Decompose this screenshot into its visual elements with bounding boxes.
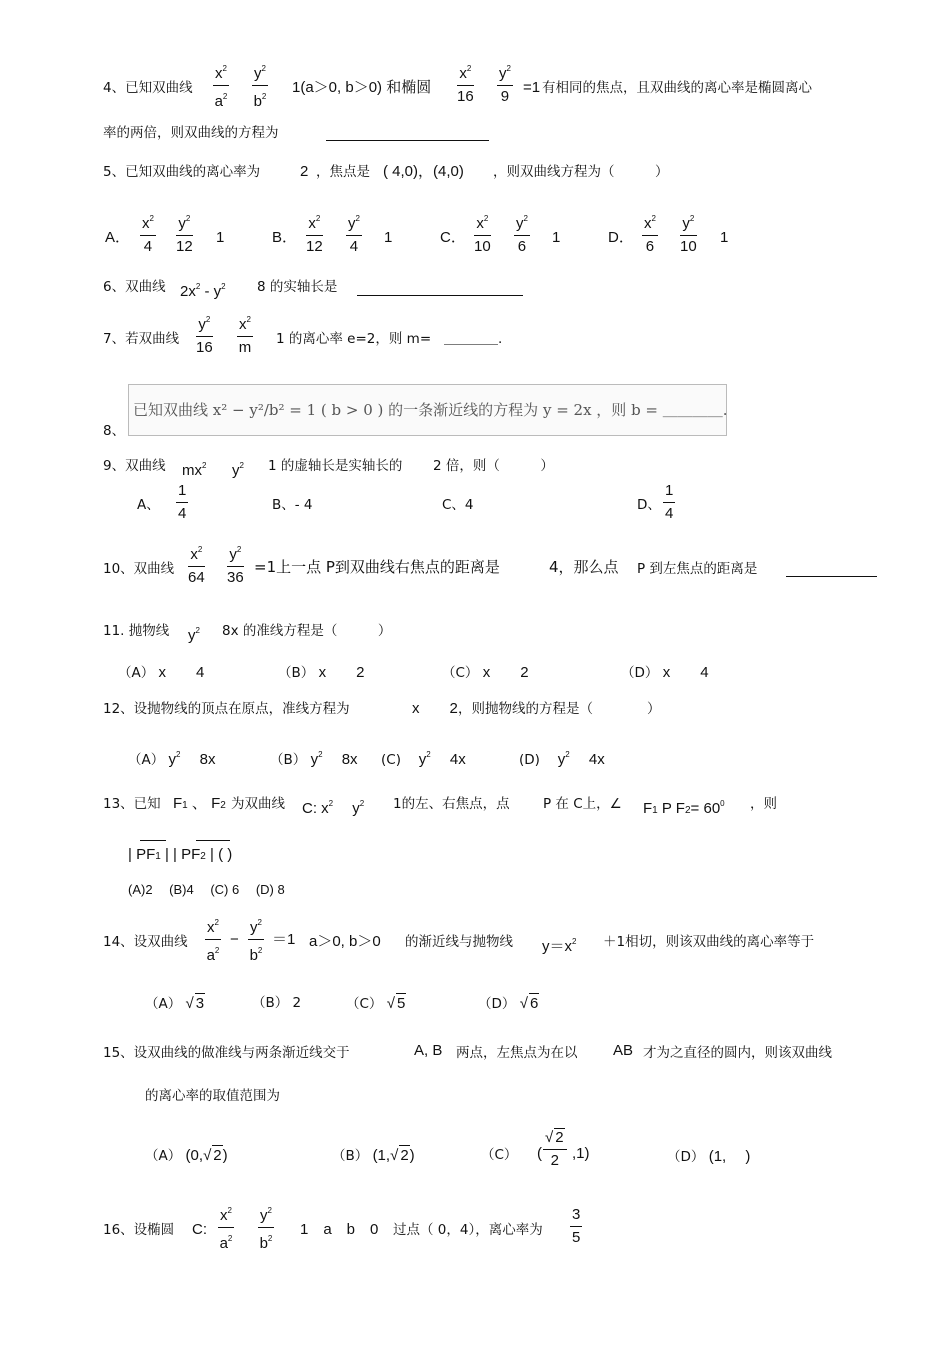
- q16-frac1: $\frac{x^2}{a^2}$: [218, 1202, 234, 1253]
- q4-frac-x2a2: $\frac{x^2}{a^2}$: [213, 60, 229, 111]
- q9-option-a-label[interactable]: A、: [137, 497, 160, 513]
- q5-foci: ( 4,0)，(4,0): [383, 163, 464, 180]
- q5-b-frac2: $\frac{y^2}{4}$: [346, 210, 362, 256]
- q9-option-b[interactable]: B、- 4: [272, 497, 313, 513]
- q15-option-c-label[interactable]: （C）: [481, 1147, 518, 1163]
- q9-times: 2 倍，则（ ）: [433, 458, 554, 474]
- q7-text: 7、若双曲线: [103, 331, 180, 347]
- q6-text: 6、双曲线: [103, 279, 166, 295]
- q11-option-a[interactable]: （A） x 4: [118, 664, 205, 681]
- q16-mid: 过点（ 0，4），离心率为: [393, 1222, 543, 1238]
- q5-option-d-label[interactable]: D．: [608, 229, 634, 246]
- q8-embedded-image: [128, 384, 727, 436]
- q5-a-frac1: $\frac{x^2}{4}$: [140, 210, 156, 256]
- q11-option-d[interactable]: （D） x 4: [621, 664, 709, 681]
- q7-blank[interactable]: ＿＿＿＿.: [444, 331, 503, 347]
- q4-number: 4、已知双曲线: [103, 80, 193, 96]
- q11-text: 11. 抛物线: [103, 623, 170, 639]
- q13-curve: C: $x^2$ $y^2$: [302, 799, 365, 817]
- q5-a-one: 1: [216, 229, 225, 246]
- q10-frac2: $\frac{y^2}{36}$: [227, 541, 244, 587]
- q15-line2: 的离心率的取值范围为: [145, 1088, 280, 1104]
- q12-option-b[interactable]: （B） $y^2$ 8x: [270, 750, 358, 768]
- q6-answer-blank[interactable]: [357, 295, 523, 296]
- q5-end: ，则双曲线方程为（ ）: [493, 164, 669, 180]
- q9-option-d-label[interactable]: D、: [637, 497, 661, 513]
- q13-vector-arrow1: [140, 840, 166, 841]
- q16-text: 16、设椭圆: [103, 1222, 175, 1238]
- q6-eq: 8 的实轴长是: [257, 279, 338, 295]
- q10-answer-blank[interactable]: [786, 576, 877, 577]
- q14-minus: −: [230, 931, 239, 948]
- q14-option-a[interactable]: （A） √ 3: [145, 995, 205, 1012]
- q10-frac1: $\frac{x^2}{64}$: [188, 541, 205, 587]
- q12-end: ，则抛物线的方程是（ ）: [458, 701, 661, 717]
- q8-image-text: 已知双曲线 x² − y²/b² = 1 ( b > 0 ) 的一条渐近线的方程为 y = 2x ，则 b = ＿＿＿＿.: [133, 401, 728, 419]
- q11-option-c[interactable]: （C） x 2: [442, 664, 529, 681]
- q5-option-a-label[interactable]: A．: [105, 229, 131, 246]
- q15-ab2: AB: [613, 1042, 634, 1059]
- q12-option-a[interactable]: （A） $y^2$ 8x: [128, 750, 216, 768]
- q11-expr: 8x 的准线方程是（ ）: [222, 623, 392, 639]
- q7-frac1: $\frac{y^2}{16}$: [196, 311, 213, 357]
- q13-end: ，则: [750, 796, 777, 812]
- q13-text: 13、已知: [103, 796, 161, 812]
- q13-mid: 为双曲线: [231, 796, 285, 812]
- q13-vector-arrow2: [196, 840, 230, 841]
- q13-after: 1的左、右焦点，点: [393, 796, 510, 812]
- q12-text: 12、设抛物线的顶点在原点，准线方程为: [103, 701, 350, 717]
- q5-d-one: 1: [720, 229, 729, 246]
- q4-frac-y2-9: $\frac{y^2}{9}$: [497, 60, 513, 106]
- q13-angle: F1 P $F2= 60^0$: [643, 799, 725, 817]
- q5-c-one: 1: [552, 229, 561, 246]
- q14-mid: 的渐近线与抛物线: [405, 934, 513, 950]
- q15-ab: A, B: [414, 1042, 443, 1059]
- q14-option-c[interactable]: （C） √ 5: [346, 995, 406, 1012]
- q15-c-close: ,1): [572, 1145, 590, 1162]
- q16-c: C:: [192, 1221, 207, 1238]
- q12-option-d[interactable]: (D) $y^2$ 4x: [519, 750, 605, 768]
- q9-d-frac: $\frac{1}{4}$: [665, 482, 674, 522]
- q7-frac2: $\frac{x^2}{m}$: [237, 311, 253, 357]
- q4-condition: 1(a＞0, b＞0) 和椭圆: [292, 79, 432, 96]
- q11-y: $y^2$: [188, 626, 200, 644]
- q5-option-c-label[interactable]: C．: [440, 229, 466, 246]
- q9-option-c[interactable]: C、4: [442, 497, 474, 513]
- q16-frac-ecc: $\frac{3}{5}$: [572, 1206, 581, 1246]
- q5-c-frac2: $\frac{y^2}{6}$: [514, 210, 530, 256]
- q10-text: 10、双曲线: [103, 561, 175, 577]
- q4-frac-x2-16: $\frac{x^2}{16}$: [457, 60, 474, 106]
- q13-foci: F1 、 F2: [173, 795, 226, 812]
- q4-frac-y2b2: $\frac{y^2}{b^2}$: [252, 60, 268, 111]
- q9-expr: $mx^2$: [182, 461, 207, 479]
- q9-a-frac: $\frac{1}{4}$: [178, 482, 187, 522]
- q15-mid: 两点，左焦点为在以: [456, 1045, 578, 1061]
- q4-line2: 率的两倍，则双曲线的方程为: [103, 125, 279, 141]
- q4-eq1: =1: [523, 79, 541, 96]
- q14-eq: ＝1: [272, 931, 296, 948]
- q5-e: 2: [300, 163, 309, 180]
- q5-d-frac1: $\frac{x^2}{6}$: [642, 210, 658, 256]
- q10-eq: =1上一点 P到双曲线右焦点的距离是: [254, 558, 500, 576]
- q14-frac1: $\frac{x^2}{a^2}$: [205, 914, 221, 965]
- q14-option-b[interactable]: （B） 2: [252, 995, 302, 1011]
- q14-option-d[interactable]: （D） √ 6: [478, 995, 539, 1012]
- q14-curve: $y=x^2$: [542, 937, 577, 955]
- q5-d-frac2: $\frac{y^2}{10}$: [680, 210, 697, 256]
- q16-cond: 1 a b 0: [300, 1221, 379, 1238]
- q15-option-a[interactable]: （A） (0,√ 2): [145, 1147, 228, 1164]
- q15-c-open: (: [537, 1145, 542, 1162]
- q15-option-d[interactable]: （D） (1, ): [667, 1148, 751, 1165]
- q14-cond: a＞0, b＞0: [309, 933, 381, 950]
- q5-mid: ，焦点是: [316, 164, 370, 180]
- q15-end: 才为之直径的圆内，则该双曲线: [643, 1045, 832, 1061]
- q14-frac2: $\frac{y^2}{b^2}$: [248, 914, 264, 965]
- q10-four: 4，那么点: [549, 558, 619, 576]
- q9-y: $y^2$: [232, 461, 244, 479]
- q6-expr: $2x^2 - y^2$: [180, 282, 226, 300]
- q9-text: 9、双曲线: [103, 458, 166, 474]
- q5-b-one: 1: [384, 229, 393, 246]
- q14-end: ＋1相切，则该双曲线的离心率等于: [603, 934, 815, 950]
- q13-options[interactable]: (A)2 (B)4 (C) 6 (D) 8: [128, 882, 285, 897]
- q8-number: 8、: [103, 423, 126, 439]
- q5-c-frac1: $\frac{x^2}{10}$: [474, 210, 491, 256]
- q14-text: 14、设双曲线: [103, 934, 188, 950]
- q10-rest: P 到左焦点的距离是: [637, 561, 758, 577]
- q13-p: P 在 C上，∠: [543, 796, 622, 812]
- q15-text: 15、设双曲线的做准线与两条渐近线交于: [103, 1045, 350, 1061]
- q5-text: 5、已知双曲线的离心率为: [103, 164, 261, 180]
- q5-a-frac2: $\frac{y^2}{12}$: [176, 210, 193, 256]
- q15-c-frac: $\frac{√ 2}{2}$: [543, 1128, 567, 1170]
- q9-after: 1 的虚轴长是实轴长的: [268, 458, 403, 474]
- q5-option-b-label[interactable]: B．: [272, 229, 298, 246]
- q15-option-b[interactable]: （B） (1,√ 2): [332, 1147, 415, 1164]
- q5-b-frac1: $\frac{x^2}{12}$: [306, 210, 323, 256]
- q13-vector-expr: | PF1 | | PF2 | ( ): [128, 846, 233, 863]
- q7-after: 1 的离心率 e=2，则 m=: [276, 331, 432, 347]
- q4-rest: 有相同的焦点，且双曲线的离心率是椭圆离心: [542, 80, 812, 96]
- q12-x: x 2: [412, 700, 458, 717]
- q16-frac2: $\frac{y^2}{b^2}$: [258, 1202, 274, 1253]
- q12-option-c[interactable]: (C) $y^2$ 4x: [381, 750, 466, 768]
- q11-option-b[interactable]: （B） x 2: [278, 664, 365, 681]
- q4-answer-blank[interactable]: [326, 140, 489, 141]
